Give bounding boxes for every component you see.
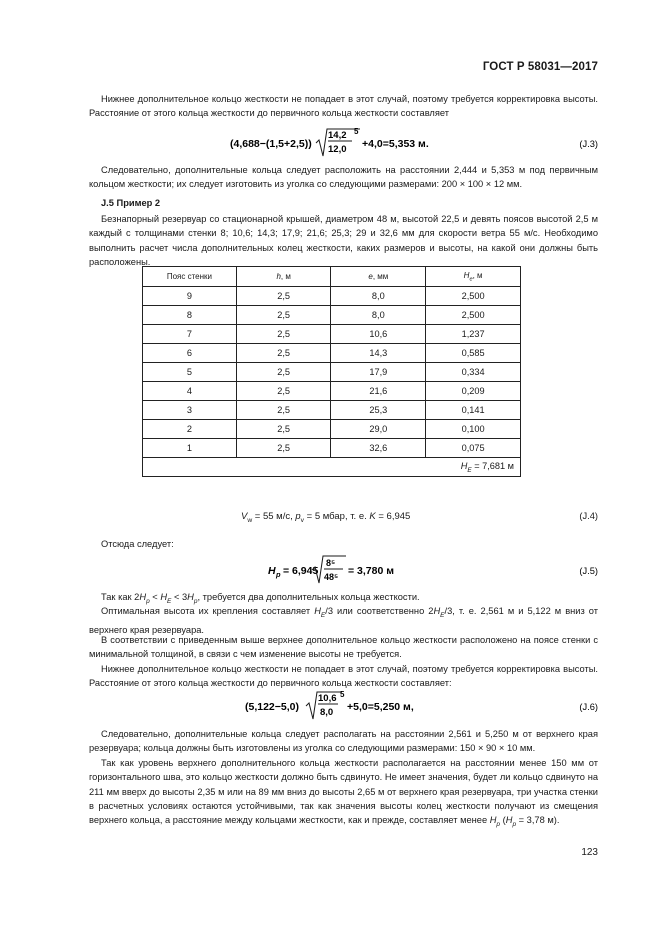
eq-j6-tail: +5,0=5,250 м,: [347, 701, 414, 713]
table-cell: 0,585: [426, 344, 521, 363]
table-cell: 2,5: [236, 306, 331, 325]
table-cell: 3: [143, 401, 237, 420]
table-row: [143, 439, 521, 458]
table-cell: 2,5: [236, 420, 331, 439]
paragraph-9: Так как уровень верхнего дополнительного кольца жесткости располагается на расстоянии менее 150 мм от горизонтального шва, это кольцо жесткости должно быть сдвинуто. Не имеет значения, будет ли кольцо сдвинуто на 211 мм вверх до высоты 2,35 м или на 89 мм вниз до высоты 2,65 м от верхнего края резервуара, три участка стенки в расчетных условиях остаются устойчивыми, так как значения высоты колец жесткости получают из смещения верхнего кольца, а расстояние между кольцами жесткости, как и прежде, составляет менее $H_p$ ($H_p = 3,78$ м).: [89, 758, 598, 829]
col-header-e: e, мм: [331, 267, 426, 287]
equation-j3: [0, 126, 661, 160]
eq-j5-coef: = 6,945: [283, 565, 319, 577]
table-cell: 8: [143, 306, 237, 325]
table-cell: 2,5: [236, 363, 331, 382]
equation-j5: [0, 552, 661, 586]
table-cell: 2,5: [236, 382, 331, 401]
table-header-row: [143, 267, 521, 287]
table-cell: 10,6: [331, 325, 426, 344]
eq-j6-part-a: (5,122−5,0): [245, 701, 299, 713]
table-cell: 2,500: [426, 287, 521, 306]
paragraph-1: Нижнее дополнительное кольцо жесткости не попадает в этот случай, поэтому требуется корректировка высоты. Расстояние от этого кольца жесткости до первичного кольца жесткости составляет: [89, 94, 598, 119]
table-cell: 8,0: [331, 287, 426, 306]
eq-j4-formula: $V_w = 55$ м/с, $p_v = 5$ мбар, т. е. K = 6,945: [241, 511, 411, 524]
table-cell: 7: [143, 325, 237, 344]
paragraph-8: Следовательно, дополнительные кольца следует располагать на расстоянии 2,561 и 5,250 м от верхнего края резервуара; кольца должны быть изготовлены из уголка со следующими размерами: 150 × 90 × 10 мм.: [89, 729, 598, 754]
paragraph-3: Безнапорный резервуар со стационарной крышей, диаметром 48 м, высотой 22,5 и девять поясов высотой 2,5 м каждый с толщинами стенки 8; 10,6; 14,3; 17,9; 21,6; 25,3; 29 и 32,6 мм для скорости ветра 55 м/с. Необходимо выполнить расчет числа дополнительных колец жесткости, каких размеров и высоты, на какой они должны быть расположены.: [89, 214, 598, 267]
equation-j5-formula: [0, 552, 661, 588]
table-cell: 2,5: [236, 325, 331, 344]
table-cell: 2,500: [426, 306, 521, 325]
table-cell: 4: [143, 382, 237, 401]
eq-j6-label: (J.6): [579, 702, 598, 712]
wall-courses-table: [142, 266, 521, 477]
table-cell: 2,5: [236, 287, 331, 306]
table-cell: 0,141: [426, 401, 521, 420]
eq-j3-pow: 5: [354, 127, 359, 136]
page-number: 123: [581, 847, 598, 858]
table-row: [143, 344, 521, 363]
table-sum-row: [143, 458, 521, 477]
table-cell: 21,6: [331, 382, 426, 401]
eq-j3-num: 14,2: [328, 130, 347, 141]
paragraph-6: В соответствии с приведенным выше верхнее дополнительное кольцо жесткости расположено на поясе стенки с минимальной толщиной, в связи с чем изменение высоты не требуется.: [89, 635, 598, 660]
table-cell: 17,9: [331, 363, 426, 382]
equation-j6-formula: [0, 689, 661, 725]
table-cell: 25,3: [331, 401, 426, 420]
paragraph-7: Нижнее дополнительное кольцо жесткости не попадает в этот случай, поэтому требуется корректировка высоты. Расстояние от этого кольца жесткости до первичного кольца жесткости составляет:: [89, 664, 598, 689]
eq-j6-den: 8,0: [320, 707, 334, 718]
table-cell: 0,075: [426, 439, 521, 458]
eq-j3-label: (J.3): [579, 139, 598, 149]
table-cell: 9: [143, 287, 237, 306]
table-row: [143, 287, 521, 306]
table-row: [143, 420, 521, 439]
table-cell: 0,100: [426, 420, 521, 439]
eq-j3-tail: +4,0=5,353 м.: [362, 138, 429, 150]
table-row: [143, 401, 521, 420]
eq-j5-lhs: H: [268, 565, 276, 577]
eq-j3-part-a: (4,688−(1,5+2,5)): [230, 138, 312, 150]
col-header-h: h, м: [236, 267, 331, 287]
eq-j6-pow: 5: [340, 690, 345, 699]
eq-j5-num: 8⁵: [326, 558, 336, 568]
table-cell: 6: [143, 344, 237, 363]
equation-j6: [0, 689, 661, 723]
eq-j3-den: 12,0: [328, 144, 347, 155]
eq-j5-lhs-sub: p: [276, 570, 281, 579]
paragraph-2: Следовательно, дополнительные кольца следует расположить на расстоянии 2,444 и 5,353 м под первичным кольцом жесткости; их следует изготовить из уголка со следующими размерами: 200 × 100 × 12 мм.: [89, 165, 598, 190]
table-cell: 2,5: [236, 401, 331, 420]
table-cell: 1: [143, 439, 237, 458]
table-cell: 0,334: [426, 363, 521, 382]
eq-j4-label: (J.4): [579, 511, 598, 521]
table-row: [143, 363, 521, 382]
eq-j6-num: 10,6: [318, 693, 337, 704]
table-cell: 5: [143, 363, 237, 382]
eq-j5-label: (J.5): [579, 566, 598, 576]
table-sum: $H_E = 7,681$ м: [143, 458, 521, 477]
paragraph-4: Отсюда следует:: [101, 539, 174, 549]
col-header-he: $H_e$, м: [426, 267, 521, 287]
table-cell: 8,0: [331, 306, 426, 325]
table-cell: 0,209: [426, 382, 521, 401]
col-header-course: Пояс стенки: [143, 267, 237, 287]
table-row: [143, 306, 521, 325]
table-cell: 2,5: [236, 344, 331, 363]
table-row: [143, 325, 521, 344]
section-title: J.5 Пример 2: [101, 198, 161, 208]
table-cell: 2,5: [236, 439, 331, 458]
table-cell: 32,6: [331, 439, 426, 458]
standard-header: ГОСТ Р 58031—2017: [482, 61, 598, 73]
paragraph-5a: Так как $2H_p < H_E < 3H_p$, требуется два дополнительных кольца жесткости.: [101, 592, 420, 605]
table-row: [143, 382, 521, 401]
table-cell: 2: [143, 420, 237, 439]
table-cell: 1,237: [426, 325, 521, 344]
table-cell: 29,0: [331, 420, 426, 439]
eq-j5-tail: = 3,780 м: [348, 565, 395, 577]
table-cell: 14,3: [331, 344, 426, 363]
eq-j5-den: 48⁵: [324, 572, 339, 582]
equation-j3-formula: [0, 126, 661, 166]
paragraph-5b: Оптимальная высота их крепления составляет $H_E/3$ или соответственно $2H_E/3$, т. е. 2,561 м и 5,122 м вниз от верхнего края резервуара.: [89, 606, 598, 636]
